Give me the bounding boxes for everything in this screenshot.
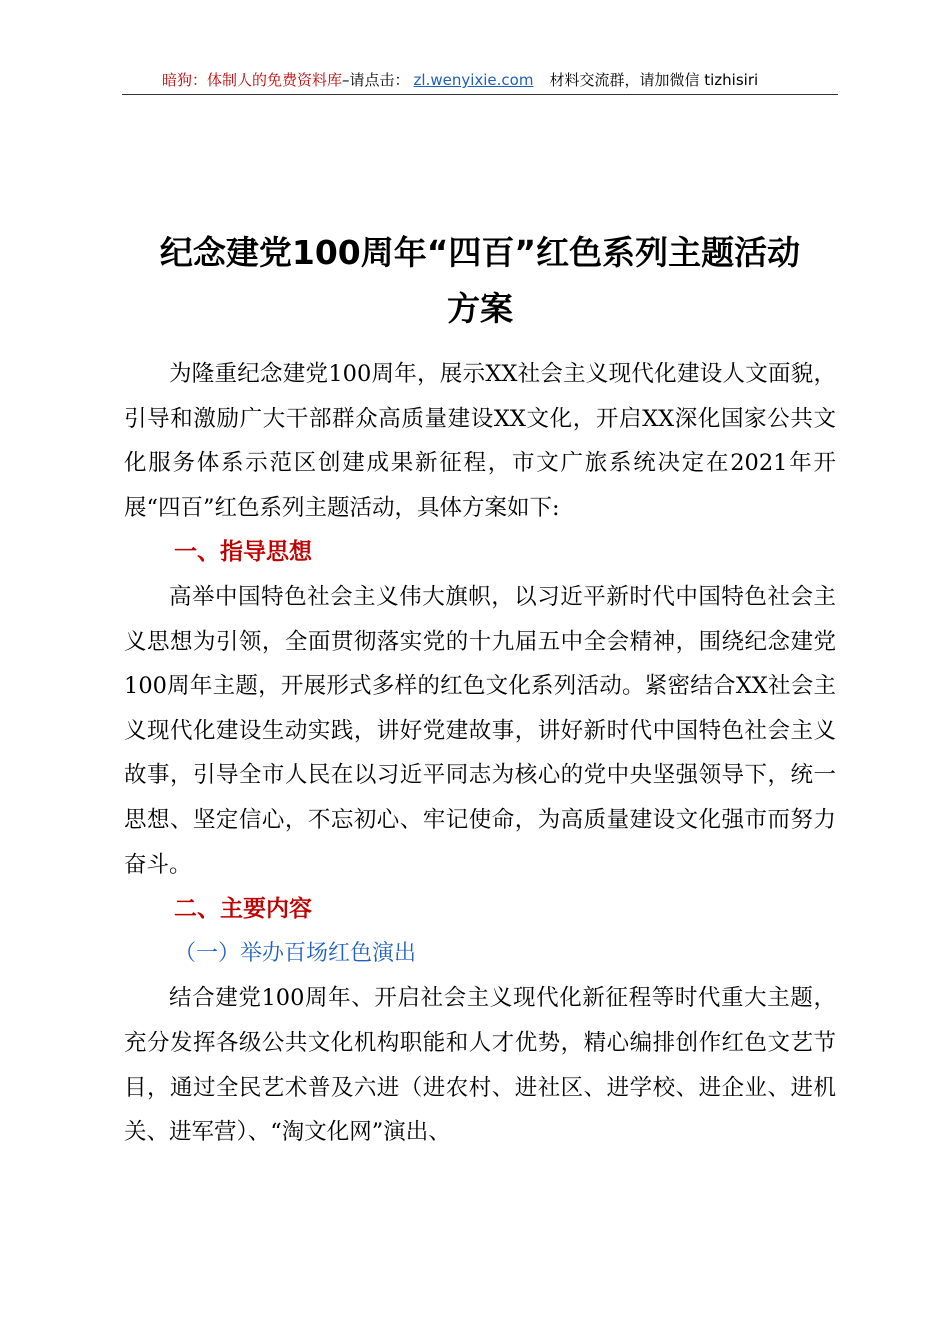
header-source: 暗狗：体制人的免费资料库 [162,71,343,89]
header-divider [122,94,838,95]
title-line-1: 纪念建党100周年“四百”红色系列主题活动 [159,233,801,272]
page-header [122,68,838,92]
document-body [124,352,836,1155]
red-performances-paragraph: 结合建党100周年、开启社会主义现代化新征程等时代重大主题，充分发挥各级公共文化机构职能和人才优势，精心编排创作红色文艺节目，通过全民艺术普及六进（进农村、进社区、进学校、进企业、进机关、进军营）、“淘文化网”演出、 [124,985,836,1146]
section-heading-guiding-ideology: 一、指导思想 [174,539,312,566]
header-link[interactable]: zl.wenyixie.com [413,71,534,89]
title-line-2: 方案 [447,289,513,328]
header-contact: 材料交流群，请加微信 tizhisiri [549,71,759,89]
intro-paragraph: 为隆重纪念建党100周年，展示XX社会主义现代化建设人文面貌，引导和激励广大干部群众高质量建设XX文化，开启XX深化国家公共文化服务体系示范区创建成果新征程，市文广旅系统决定在2021年开展“四百”红色系列主题活动，具体方案如下: [124,361,836,521]
document-title [110,225,850,337]
guiding-ideology-paragraph: 高举中国特色社会主义伟大旗帜，以习近平新时代中国特色社会主义思想为引领，全面贯彻落实党的十九届五中全会精神，围绕纪念建党100周年主题，开展形式多样的红色文化系列活动。紧密结合XX社会主义现代化建设生动实践，讲好党建故事，讲好新时代中国特色社会主义故事，引导全市人民在以习近平同志为核心的党中央坚强领导下，统一思想、坚定信心，不忘初心、牢记使命，为高质量建设文化强市而努力奋斗。 [124,583,836,878]
header-click-text: –请点击： [342,71,410,89]
section-heading-main-content: 二、主要内容 [174,896,312,923]
subsection-heading-red-performances: （一）举办百场红色演出 [174,940,417,966]
